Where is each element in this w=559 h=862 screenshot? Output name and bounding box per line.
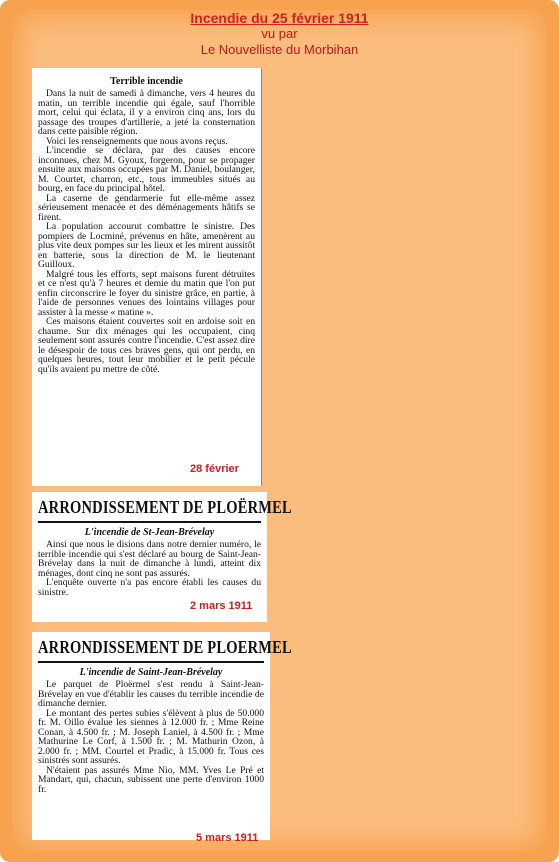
section-rule	[38, 521, 261, 523]
article-paragraph: Voici les renseignements que nous avons reçus.	[46, 135, 228, 147]
page-title: Incendie du 25 février 1911	[190, 10, 369, 26]
article-paragraph: L'enquête ouverte n'a pas encore établi les causes du sinistre.	[38, 577, 261, 598]
article-paragraph: Malgré tous les efforts, sept maisons furent détruites et ce n'est qu'à 7 heures et demie du matin que l'on put enfin circonscrire le foyer du sinistre grâce, en partie, à l'aide de personnes venues des lointains villages pour assister à la messe « matine ».	[38, 268, 255, 318]
clipping-saint-jean-brevelay	[32, 632, 292, 840]
page-subtitle-line1: vu par	[261, 26, 298, 41]
article-paragraph: Le montant des pertes subies s'élèvent à plus de 50.000 fr. M. Oillo évalue les siennes à 12.000 fr. ; Mme Reine Conan, à 4.500 fr. ; M. Joseph Laniel, à 4.500 fr. ; Mme Mathurine Le Corf, à 1.500 fr. ; M. Mathurin Ozon, à 2.000 fr. ; MM. Courtel et Pradic, à 15.000 fr. Tous ces sinistrés sont assurés.	[38, 707, 264, 766]
clipping-terrible-incendie	[32, 68, 262, 486]
page-header	[0, 10, 559, 58]
section-rule	[38, 661, 264, 663]
article-paragraph: Dans la nuit de samedi à dimanche, vers 4 heures du matin, un terrible incendie qui égale, sauf l'horrible mort, celui qui éclata, il y a environ cinq ans, lors du passage des troupes d'artillerie, a jeté la consternation dans cette paisible région.	[38, 88, 255, 137]
date-label-3: 5 mars 1911	[196, 832, 259, 844]
section-heading: ARRONDISSEMENT DE PLOËRMEL	[38, 498, 292, 518]
article-paragraph: N'étaient pas assurés Mme Nio, MM. Yves Le Pré et Mandart, qui, chacun, subissent une perte d'environ 1000 fr.	[38, 764, 264, 795]
section-heading: ARRONDISSEMENT DE PLOERMEL	[38, 638, 292, 658]
article-paragraph: Ces maisons étaient couvertes soit en ardoise soit en chaume. Sur dix ménages qui les occupaient, cinq seulement sont assurés contre l'incendie. C'est assez dire le désespoir de tous ces braves gens, qui ont perdu, en quelques heures, tout leur mobilier et le petit pécule qu'ils avaient pu mettre de côté.	[38, 316, 255, 375]
article-paragraph: L'incendie se déclara, par des causes encore inconnues, chez M. Gyoux, forgeron, pour se propager ensuite aux maisons occupées par M. Daniel, boulanger, M. Courtet, charron, etc., tous immeubles situés au bourg, en face du principal hôtel.	[38, 145, 255, 194]
article-heading: L'incendie de Saint-Jean-Brévelay	[79, 667, 223, 678]
article-paragraph: Ainsi que nous le disions dans notre dernier numéro, le terrible incendie qui s'est déclaré au bourg de Saint-Jean-Brévelay dans la nuit de dimanche à lundi, atteint dix ménages, dont cinq ne sont pas assurés.	[38, 539, 261, 579]
article-paragraph: Le parquet de Ploërmel s'est rendu à Saint-Jean-Brévelay en vue d'établir les causes du terrible incendie de dimanche dernier.	[38, 679, 264, 709]
date-label-1: 28 février	[190, 463, 239, 475]
article-heading: L'incendie de St-Jean-Brévelay	[84, 527, 215, 538]
article-heading: Terrible incendie	[110, 76, 183, 87]
article-paragraph: La caserne de gendarmerie fut elle-même assez sérieusement menacée et des déménagements hâtifs se firent.	[38, 192, 255, 223]
article-paragraph: La population accourut combattre le sinistre. Des pompiers de Locminé, prévenus en hâte, amenèrent au plus vite deux pompes sur les lieux et les mirent aussitôt en batterie, sous la direction de M. le lieutenant Guilloux.	[38, 221, 255, 270]
date-label-2: 2 mars 1911	[190, 600, 253, 612]
page-subtitle-line2: Le Nouvelliste du Morbihan	[200, 42, 359, 57]
